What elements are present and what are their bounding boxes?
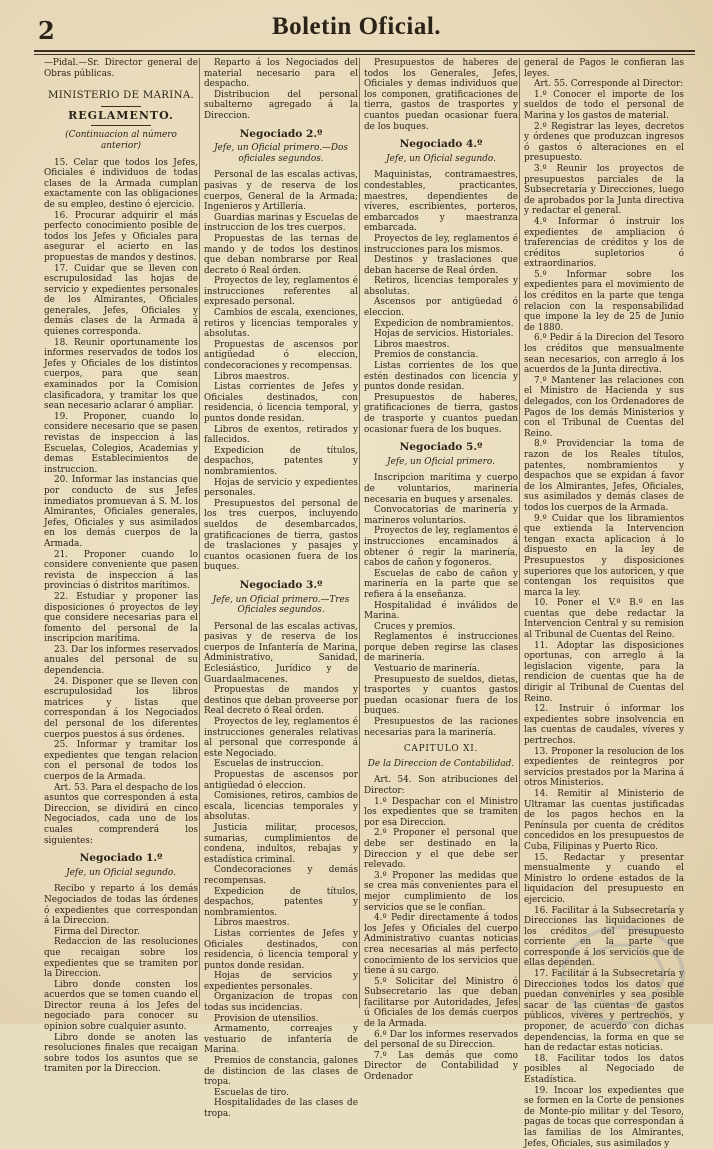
paragraph: Hojas de servicios y expedientes personales. — [204, 971, 358, 992]
paragraph: 11. Adoptar las disposiciones oportunas, con arreglo á la legislacion vigente, para la rendicion de cuentas que ha de dirigir al Tribunal de Cuentas del Reino. — [524, 640, 684, 704]
paragraph: 4.º Pedir directamente á todos los Jefes y Oficiales del cuerpo Administrativo cuantas noticias crea necesarias al más perfecto conocimiento de los servicios que tiene á su cargo. — [364, 913, 518, 977]
negociado-heading: Negociado 4.º — [399, 138, 483, 151]
paragraph: Hospitalidades de las clases de tropa. — [204, 1098, 358, 1119]
paragraph: 10. Poner el V.º B.º en las cuentas que debe redactar la Intervencion Central y su remision al Tribunal de Cuentas del Reino. — [524, 598, 684, 641]
paragraph: 17. Cuidar que se lleven con escrupulosidad las hojas de servicio y expedientes personales de los Almirantes, Oficiales generales, Jefes, Oficiales y demás clases de la Armada á quienes corresponda. — [44, 263, 198, 338]
paragraph: Premios de constancia, galones de distincion de las clases de tropa. — [204, 1056, 358, 1088]
paragraph: Vestuario de marinería. — [374, 664, 480, 675]
paragraph: 2.º Registrar las leyes, decretos y órdenes que produzcan ingresos ó gastos ó alteraciones en el presupuesto. — [524, 121, 684, 164]
paragraph: Redaccion de las resoluciones que recaigan sobre los expedientes que se tramiten por la Direccion. — [44, 937, 198, 980]
paragraph: Hojas de servicios. Historiales. — [374, 329, 514, 340]
paragraph: Personal de las escalas activas, pasivas y de reserva de los cuerpos, General de la Armada; Ingenieros y Artillería. — [204, 170, 358, 213]
header-rule — [34, 50, 695, 52]
chapter-heading: CAPITULO XI. — [403, 744, 479, 755]
paragraph: 18. Facilitar todos los datos posibles al Negociado de Estadística. — [524, 1053, 684, 1085]
paragraph: 7.º Mantener las relaciones con el Ministro de Hacienda y sus delegados, con los Ordenadores de Pagos de los demás Ministerios y con el Tribunal de Cuentas del Reino. — [524, 375, 684, 439]
paragraph: Reglamentos é instrucciones porque deben regirse las clases de marinería. — [364, 632, 518, 664]
section-title: REGLAMENTO. — [68, 108, 174, 122]
paragraph: Presupuestos del personal de los tres cuerpos, incluyendo sueldos de desembarcados, gratificaciones de tierra, gastos de traslaciones y pasajes y cuantos ocasionen fuera de los buques. — [204, 498, 358, 573]
paragraph: Firma del Director. — [54, 926, 140, 937]
page-title: Boletin Oficial. — [271, 13, 442, 40]
paragraph: Libros maestros. — [214, 918, 290, 929]
subheading: Jefe, un Oficial primero. — [387, 456, 495, 467]
paragraph: Provision de utensilios. — [214, 1013, 319, 1024]
paragraph: 14. Remitir al Ministerio de Ultramar las cuentas justificadas de los pagos hechos en la Península por cuenta de créditos concedidos en los presupuestos de Cuba, Filipinas y Puerto Rico. — [524, 788, 684, 852]
column-divider — [199, 58, 200, 1008]
paragraph: 21. Proponer cuando lo considere conveniente que pasen revista de inspeccion á las provincias ó distritos marítimos. — [44, 549, 198, 592]
paragraph: Proyectos de ley, reglamentos é instrucciones para los mismos. — [364, 233, 518, 255]
paragraph: 20. Informar las instancias que por conducto de sus Jefes inmediatos promuevan á S. M. los Almirantes, Oficiales generales, Jefes, Oficiales y sus asimilados en los demás cuerpos de la Armada. — [44, 475, 198, 549]
paragraph: 3.º Reunir los proyectos de presupuestos parciales de la Subsecretaría y Direcciones, luego de aprobados por la Junta directiva y redactar el general. — [524, 163, 684, 217]
paragraph: 19. Incoar los expedientes que se formen en la Corte de pensiones de Monte-pío militar y del Tesoro, pagas de tocas que correspondan á las familias de los Almirantes, Jefes, Oficiales, sus asimilados y — [524, 1085, 684, 1149]
column-divider — [519, 58, 520, 1008]
paragraph: Libro donde consten los acuerdos que se tomen cuando el Director reuna á los Jefes de negociado para conocer su opinion sobre cualquier asunto. — [44, 979, 198, 1033]
paragraph: 2.º Proponer el personal que debe ser destinado en la Direccion y el que debe ser relevado. — [364, 828, 518, 871]
paragraph: 1.º Despachar con el Ministro los expedientes que se tramiten por esa Direccion. — [364, 796, 518, 828]
paragraph: Expedicion de títulos, despachos, patentes y nombramientos. — [204, 886, 358, 918]
paragraph: 16. Procurar adquirir el más perfecto conocimiento posible de todos los Jefes y Oficiales para asegurar el acierto en las propuestas de mandos y destinos. — [44, 210, 198, 263]
header-rule-thin — [34, 54, 695, 55]
negociado-heading: Negociado 3.º — [239, 578, 323, 591]
paragraph: Escuelas de instruccion. — [214, 759, 324, 770]
paragraph: 5.º Informar sobre los expedientes para el movimiento de los créditos en la parte que tenga relacion con la responsabilidad que impone la ley de 25 de Junio de 1880. — [524, 269, 684, 333]
page-number: 2 — [38, 16, 55, 45]
paragraph: Propuestas de las ternas de mando y de todos los destinos que deban nombrarse por Real decreto ó Real órden. — [204, 233, 358, 276]
paragraph: Escuelas de cabo de cañon y marinería en la parte que se refiera á la enseñanza. — [364, 568, 518, 600]
subheading: Jefe, un Oficial primero.—Tres Oficiales segundos. — [212, 594, 350, 616]
paragraph: 16. Facilitar á la Subsecretaría y Direcciones las liquidaciones de los créditos del presupuesto corriente en la parte que corresponde á los servicios que de ellas dependen. — [524, 905, 684, 969]
section-heading: MINISTERIO DE MARINA. — [47, 90, 195, 102]
paragraph: Expedicion de títulos, despachos, patentes y nombramientos. — [204, 445, 358, 477]
negociado-heading: Negociado 1.º — [79, 852, 163, 865]
paragraph: 17. Facilitar á la Subsecretaría y Direcciones todos los datos que puedan convenirles y sea posible sacar de las cuentas de gastos públicos, víveres y pertrechos, y proponer, de acuerdo con dichas dependencias, la forma en que se han de redactar estas noticias. — [524, 969, 684, 1054]
subheading: (Continuacion al número anterior) — [65, 130, 177, 151]
column-2 — [204, 58, 358, 1120]
paragraph: Escuelas de tiro. — [214, 1087, 289, 1098]
paragraph: general de Pagos le confieran las leyes. — [524, 58, 684, 79]
paragraph: Listas corrientes de Jefes y Oficiales destinados, con residencia, ó licencia temporal, y puntos donde residan. — [204, 382, 358, 424]
column-1 — [44, 58, 198, 1075]
paragraph: Condecoraciones y demás recompensas. — [204, 865, 358, 886]
paragraph: Libros de exentos, retirados y fallecidos. — [204, 424, 358, 446]
paragraph: 23. Dar los informes reservados anuales del personal de su dependencia. — [44, 644, 198, 677]
paragraph: 22. Estudiar y proponer las disposiciones ó proyectos de ley que considere necesarias para el fomento del personal de la inscripcion marítima. — [44, 591, 198, 645]
paragraph: Proyectos de ley, reglamentos é instrucciones generales relativas al personal que corresponde á este Negociado. — [204, 717, 358, 759]
paragraph: Personal de las escalas activas, pasivas y de reserva de los cuerpos de Infantería de Marina, Administrativo, Sanidad, Eclesiástico, Jurídico y de Guardaalmacenes. — [204, 621, 358, 685]
paragraph: 12. Instruir ó informar los expedientes sobre insolvencia en las cuentas de caudales, víveres y pertrechos. — [524, 704, 684, 746]
paragraph: 18. Reunir oportunamente los informes reservados de todos los Jefes y Oficiales de los distintos cuerpos, para que sean examinados por la Comision clasificadora, y tramitar los que sean necesario aclarar ó ampliar. — [44, 337, 198, 412]
paragraph: Inscripcion marítima y cuerpo de voluntarios, marinería necesaria en buques y arsenales. — [364, 473, 518, 505]
paragraph: Recibo y reparto á los demás Negociados de todas las órdenes ó expedientes que correspondan á la Direccion. — [44, 884, 198, 927]
paragraph: Organizacion de tropas con todas sus incidencias. — [204, 992, 358, 1014]
subheading: Jefe, un Oficial segundo. — [66, 867, 176, 878]
paragraph: 7.º Las demás que como Director de Contabilidad y Ordenador — [364, 1050, 518, 1083]
paragraph: Premios de constancia. — [374, 350, 479, 361]
paragraph: Cruces y premios. — [374, 621, 456, 632]
subheading: Jefe, un Oficial primero.—Dos oficiales segundos. — [214, 143, 348, 164]
paragraph: Proyectos de ley, reglamentos é instrucciones encaminados á obtener ó regir la marinería, cabos de cañon y fogoneros. — [364, 526, 518, 569]
paragraph: Propuestas de ascensos por antigüedad ó eleccion. — [204, 770, 358, 791]
paragraph: 4.º Informar ó instruir los expedientes de ampliacion ó traferencias de créditos y los de créditos supletorios ó extraordinarios. — [524, 216, 684, 270]
column-divider — [359, 58, 360, 1008]
divider — [101, 106, 141, 107]
paragraph: Guardias marinas y Escuelas de instruccion de los tres cuerpos. — [204, 212, 358, 234]
paragraph: Propuestas de ascensos por antigüedad ó eleccion, condecoraciones y recompensas. — [204, 339, 358, 372]
paragraph: 5.º Solicitar del Ministro ó Subsecretario las que deban facilitarse por Autoridades, Jefes ú Oficiales de los demás cuerpos de la Armada. — [364, 976, 518, 1030]
paragraph: Presupuestos de haberes de todos los Generales, Jefes, Oficiales y demas individuos que los componen, gratificaciones de tierra, gastos de trasportes y cuantos puedan ocasionar fuera de los buques. — [364, 58, 518, 132]
paragraph: 15. Celar que todos los Jefes, Oficiales é individuos de todas clases de la Armada cumplan exactamente con las obligaciones de su empleo, destino ó ejercicio. — [44, 157, 198, 210]
paragraph: Distribucion del personal subalterno agregado á la Direccion. — [204, 89, 358, 121]
paragraph: Art. 53. Para el despacho de los asuntos que corresponden á esta Direccion, se dividirá en cinco Negociados, cada uno de los cuales comprenderá los siguientes: — [44, 782, 198, 846]
paragraph: Justicia militar, procesos, sumarias, cumplimientos de condena, indultos, rebajas y estadística criminal. — [204, 822, 358, 865]
paragraph: Hospitalidad é inválidos de Marina. — [364, 600, 518, 622]
paragraph: Expedicion de nombramientos. — [374, 318, 514, 329]
paragraph: Libros maestros. — [214, 371, 290, 382]
paragraph: 8.º Providenciar la toma de razon de los Reales títulos, patentes, nombramientos y despachos que se expidan á favor de los Almirantes, Jefes, Oficiales, sus asimilados y demás clases de todos los cuerpos de la Armada. — [524, 439, 684, 513]
paragraph: Hojas de servicio y expedientes personales. — [204, 477, 358, 499]
paragraph: Armamento, correajes y vestuario de infantería de Marina. — [204, 1024, 358, 1056]
paragraph: Listas corrientes de Jefes y Oficiales destinados, con residencia, ó licencia temporal y puntos donde residan. — [204, 928, 358, 971]
paragraph: Presupuestos de haberes, gratificaciones de tierra, gastos de trasporte y cuantos puedan ocasionar fuera de los buques. — [364, 392, 518, 435]
paragraph: 6.º Dar los informes reservados del personal de su Direccion. — [364, 1029, 518, 1051]
divider — [91, 125, 151, 126]
paragraph: —Pidal.—Sr. Director general de Obras públicas. — [44, 58, 198, 79]
paragraph: Proyectos de ley, reglamentos é instrucciones referentes al expresado personal. — [204, 276, 358, 308]
paragraph: Art. 54. Son atribuciones del Director: — [364, 775, 518, 796]
paragraph: Libros maestros. — [374, 339, 450, 350]
paragraph: 15. Redactar y presentar mensualmente y cuando el Ministro lo ordene estados de la liquidacion del presupuesto en ejercicio. — [524, 852, 684, 905]
paragraph: Presupuestos de las raciones necesarias para la marinería. — [364, 717, 518, 738]
paragraph: Presupuesto de sueldos, dietas, trasportes y cuantos gastos puedan ocasionar fuera de los buques. — [364, 674, 518, 717]
paragraph: Reparto á los Negociados del material necesario para el despacho. — [204, 58, 358, 90]
negociado-heading: Negociado 5.º — [399, 441, 483, 454]
negociado-heading: Negociado 2.º — [239, 127, 323, 140]
paragraph: Retiros, licencias temporales y absolutas. — [364, 276, 518, 297]
paragraph: Ascensos por antigüedad ó eleccion. — [364, 297, 518, 319]
paragraph: 24. Disponer que se lleven con escrupulosidad los libros matrices y listas que correspondan á los Negociados del personal de los diferentes cuerpos puestos á sus órdenes. — [44, 676, 198, 740]
paragraph: Art. 55. Corresponde al Director: — [534, 79, 684, 90]
paragraph: 6.º Pedir á la Direcion del Tesoro los créditos que mensualmente sean necesarios, con arreglo á los acuerdos de la Junta directiva. — [524, 333, 684, 376]
library-stamp-icon — [548, 905, 698, 1025]
paragraph: Convocatorias de marinería y marineros voluntarios. — [364, 505, 518, 526]
paragraph: Libro donde se anoten las resoluciones finales que recaigan sobre todos los asuntos que se tramiten por la Direccion. — [44, 1032, 198, 1075]
paragraph: 3.º Proponer las medidas que se crea más convenientes para el mejor cumplimiento de los servicios que se le confían. — [364, 870, 518, 913]
paragraph: Listas corrientes de los que estén destinados con licencia y puntos donde residan. — [364, 361, 518, 393]
paragraph: Cambios de escala, exenciones, retiros y licencias temporales y absolutas. — [204, 308, 358, 340]
paragraph: 19. Proponer, cuando lo considere necesario que se pasen revistas de inspeccion á las Escuelas, Colegios, Academias y demas Establecimientos de instruccion. — [44, 411, 198, 475]
chapter-subtitle: De la Direccion de Contabilidad. — [367, 758, 515, 769]
paragraph: 9.º Cuidar que los libramientos que extienda la Intervencion tengan exacta aplicacion á lo dispuesto en la ley de Presupuestos y disposiciones superiores que los autoricen, y que contengan los requisitos que marca la ley. — [524, 513, 684, 598]
column-3 — [364, 58, 518, 1083]
paragraph: Comisiones, retiros, cambios de escala, licencias temporales y absolutas. — [204, 791, 358, 823]
paragraph: 25. Informar y tramitar los expedientes que tengan relacion con el personal de todos los cuerpos de la Armada. — [44, 740, 198, 782]
paragraph: Destinos y traslaciones que deban hacerse de Real órden. — [364, 255, 518, 276]
paragraph: 1.º Conocer el importe de los sueldos de todo el personal de Marina y los gastos de material. — [524, 89, 684, 121]
subheading: Jefe, un Oficial segundo. — [386, 153, 496, 164]
paragraph: 13. Proponer la resolucion de los expedientes de reintegros por servicios prestados por la Marina á otros Ministerios. — [524, 746, 684, 789]
paragraph: Propuestas de mandos y destinos que deban proveerse por Real decreto ó Real órden. — [204, 685, 358, 717]
paragraph: Maquinistas, contramaestres, condestables, practicantes, maestres, dependientes de víveres, escribientes, porteros, embarcados y maestranza embarcada. — [364, 170, 518, 234]
